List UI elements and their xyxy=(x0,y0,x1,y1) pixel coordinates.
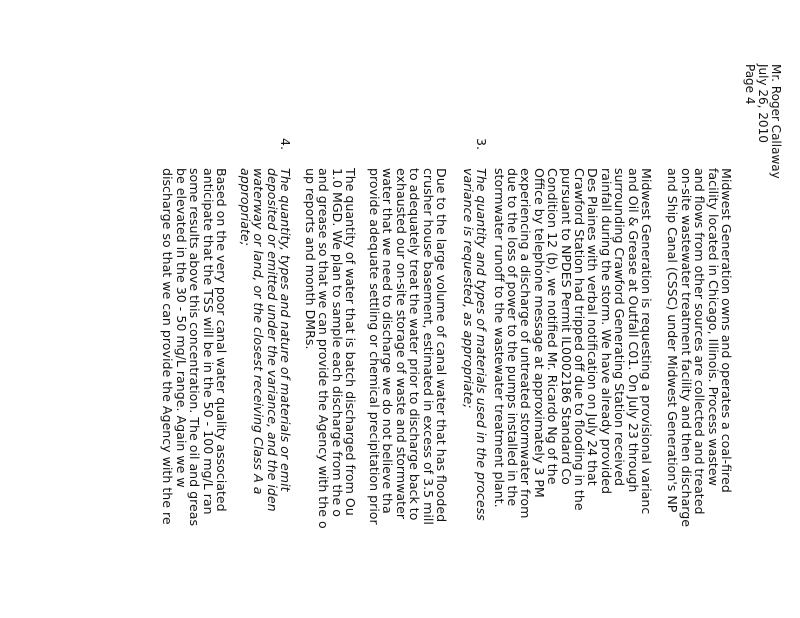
text-line: anticipate that the TSS will be in the 50 - 100 mg/L ran xyxy=(200,168,216,515)
text-line: experiencing a discharge of untreated stormwater from xyxy=(518,168,534,519)
paragraph-water-quality xyxy=(161,168,228,618)
text-line: and grease so that we can provide the Agency with the o xyxy=(316,168,332,529)
text-line: Des Plaines with verbal notification on July 24 that xyxy=(585,168,601,486)
item-number: 3. xyxy=(474,138,489,151)
text-line: 1.0 MGD. We plan to sample each discharge from the o xyxy=(329,168,345,517)
text-line: Office by telephone message at approximately 3 PM xyxy=(531,168,547,498)
text-line: facility located in Chicago, Illinois. Process wastew xyxy=(705,168,721,486)
text-line: discharge so that we can provide the Agency with the re xyxy=(160,168,176,525)
paragraph-discharge-quantity xyxy=(303,168,357,618)
text-line: exhausted our on-site storage of waste and stormwater xyxy=(393,168,409,520)
text-line: pursuant to NPDES Permit IL0002186 Standard Co xyxy=(558,168,574,485)
letter-date: July 26, 2010 xyxy=(756,64,770,143)
text-line: crusher house basement, estimated in excess of 3.5 mill xyxy=(420,168,436,525)
text-line: variance is requested, as appropriate; xyxy=(460,168,476,409)
text-line: to adequately treat the water prior to discharge back to xyxy=(407,168,423,521)
text-line: rainfall during the storm. We have already provided xyxy=(598,168,614,494)
text-line: and Ship Canal (CSSC) under Midwest Generation's NP xyxy=(665,168,681,513)
text-line: The quantity and types of materials used in the process xyxy=(474,168,489,521)
text-line: Based on the very poor canal water quality associated xyxy=(214,168,229,512)
text-line: Due to the large volume of canal water that has flooded xyxy=(434,168,449,523)
text-line: Condition 12 (b), we notified Mr. Ricardo Ng of the xyxy=(545,168,561,485)
text-line: on-site wastewater treatment facility and then discharge xyxy=(678,168,694,528)
text-line: and flows from other sources are collected and treated xyxy=(692,168,708,515)
text-line: waterway or land, or the closest receiving Class A a xyxy=(251,168,267,495)
paragraph-variance-request xyxy=(492,168,653,618)
text-line: stormwater runoff to the wastewater treatment plant. xyxy=(491,168,507,508)
rotated-page-content xyxy=(10,20,790,618)
text-line: deposited or emitted under the variance, and the iden xyxy=(264,168,280,512)
text-line: The quantity of water that is batch discharged from Ou xyxy=(343,168,358,516)
recipient-name: Mr. Roger Callaway xyxy=(769,64,783,179)
page-number: Page 4 xyxy=(743,64,757,105)
item-number: 4. xyxy=(278,138,293,151)
numbered-item-3 xyxy=(460,138,489,521)
text-line: Midwest Generation is requesting a provisional varianc xyxy=(639,168,654,515)
text-line: Crawford Station had tripped off due to flooding in the xyxy=(572,168,588,511)
text-line: be elevated in the 30 - 50 mg/L range. Again we w xyxy=(173,168,189,488)
text-line: and Oil & Grease at Outfall C01. On July 23 through xyxy=(625,168,641,493)
text-line: The quantity, types and nature of materials or emit xyxy=(278,168,293,492)
text-line: due to the loss of power to the pumps installed in the xyxy=(505,168,521,507)
text-line: Midwest Generation owns and operates a coal-fired xyxy=(719,168,734,493)
text-line: some results above this concentration. The oil and greas xyxy=(187,168,203,527)
text-line: appropriate; xyxy=(237,168,253,246)
paragraph-facility-description xyxy=(666,168,733,618)
text-line: surrounding Crawford Generating Station received xyxy=(612,168,628,486)
paragraph-flood-volume xyxy=(368,168,448,618)
text-line: provide adequate settling or chemical precipitation prior xyxy=(367,168,383,525)
numbered-item-4 xyxy=(237,138,293,512)
text-line: up reports and month DMRs. xyxy=(302,168,318,350)
text-line: water that we need to discharge we do not believe tha xyxy=(380,168,396,514)
